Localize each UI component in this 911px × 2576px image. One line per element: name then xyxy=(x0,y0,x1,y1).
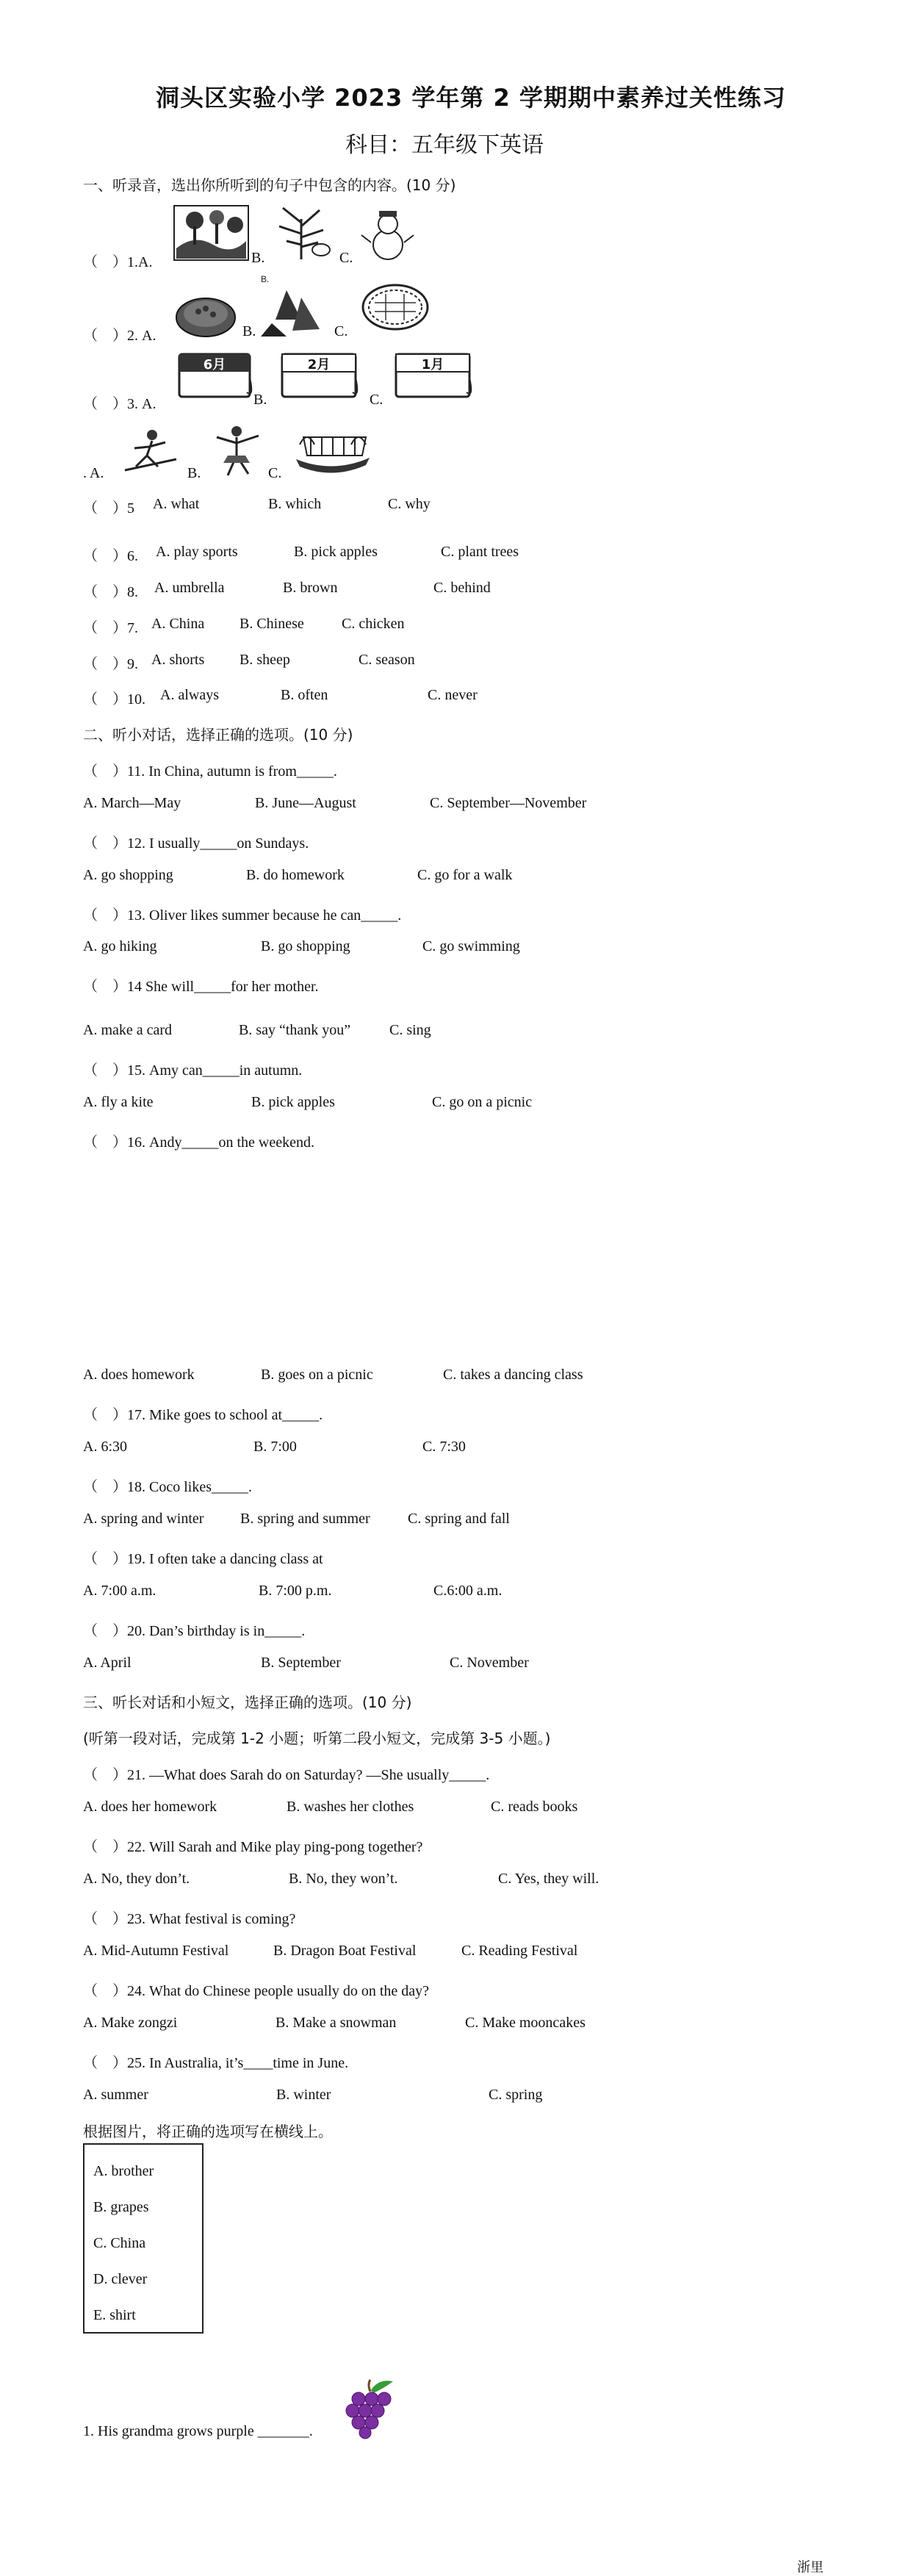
q3-b: B. xyxy=(253,392,267,408)
word-bank-item: B. grapes xyxy=(93,2199,149,2215)
svg-text:B.: B. xyxy=(261,274,270,284)
q22-c: C. Yes, they will. xyxy=(498,1871,599,1887)
q16-stem: （ ）16. Andy_____on the weekend. xyxy=(83,1134,314,1151)
q4-c: C. xyxy=(268,465,282,481)
q24-b: B. Make a snowman xyxy=(276,2015,397,2031)
item10-b: B. often xyxy=(281,687,328,703)
q3-c: C. xyxy=(370,392,384,408)
item9-a: A. shorts xyxy=(151,652,205,668)
q20-a: A. April xyxy=(83,1655,132,1671)
word-bank-item: E. shirt xyxy=(93,2307,136,2323)
item5-c: C. why xyxy=(388,496,431,512)
q17-stem: （ ）17. Mike goes to school at_____. xyxy=(83,1407,323,1423)
q16-b: B. goes on a picnic xyxy=(261,1367,373,1383)
q15-c: C. go on a picnic xyxy=(432,1094,533,1110)
item10-a: A. always xyxy=(160,687,219,703)
item7-b: B. Chinese xyxy=(240,616,304,632)
dancing-icon xyxy=(206,422,268,481)
footer-text: 浙里 xyxy=(797,2560,824,2575)
item8-number: （ ）8. xyxy=(83,584,138,600)
item7-number: （ ）7. xyxy=(83,620,138,636)
item7-c: C. chicken xyxy=(342,616,405,632)
q15-stem: （ ）15. Amy can_____in autumn. xyxy=(83,1062,303,1079)
q13-stem: （ ）13. Oliver likes summer because he can_____. xyxy=(83,907,402,924)
word-bank-item: C. China xyxy=(93,2235,146,2251)
item9-number: （ ）9. xyxy=(83,656,138,672)
q25-b: B. winter xyxy=(276,2087,331,2103)
q18-b: B. spring and summer xyxy=(240,1511,370,1527)
q12-stem: （ ）12. I usually_____on Sundays. xyxy=(83,835,309,852)
mooncake-icon xyxy=(173,288,239,339)
q12-c: C. go for a walk xyxy=(417,867,513,883)
page-title: 洞头区实验小学 2023 学年第 2 学期期中素养过关性练习 xyxy=(156,84,786,112)
section3-note: (听第一段对话，完成第 1-2 小题；听第二段小短文，完成第 3-5 小题。) xyxy=(83,1730,551,1747)
item7-a: A. China xyxy=(151,616,205,632)
q18-c: C. spring and fall xyxy=(408,1511,510,1527)
q2-c: C. xyxy=(334,323,348,339)
q22-stem: （ ）22. Will Sarah and Mike play ping-pong together? xyxy=(83,1839,423,1855)
item5-number: （ ）5 xyxy=(83,500,134,517)
zongzi-icon xyxy=(257,272,323,339)
q15-a: A. fly a kite xyxy=(83,1094,154,1110)
q23-c: C. Reading Festival xyxy=(461,1943,578,1959)
calendar-june-label: 6月 xyxy=(203,357,226,373)
q16-c: C. takes a dancing class xyxy=(443,1367,583,1383)
q21-c: C. reads books xyxy=(491,1799,578,1815)
snowman-icon xyxy=(360,209,415,261)
q23-a: A. Mid-Autumn Festival xyxy=(83,1943,229,1959)
q17-b: B. 7:00 xyxy=(253,1439,297,1455)
q20-b: B. September xyxy=(261,1655,341,1671)
calendar-january-icon xyxy=(393,348,475,401)
q1-c: C. xyxy=(339,250,353,266)
calendar-june-icon xyxy=(176,348,256,401)
q18-stem: （ ）18. Coco likes_____. xyxy=(83,1479,252,1495)
q13-a: A. go hiking xyxy=(83,938,157,954)
q14-c: C. sing xyxy=(389,1022,431,1038)
word-bank-item: D. clever xyxy=(93,2271,148,2287)
autumn-scene-icon xyxy=(173,204,250,262)
q25-stem: （ ）25. In Australia, it’s____time in June. xyxy=(83,2055,349,2071)
item6-c: C. plant trees xyxy=(441,544,519,560)
q20-c: C. November xyxy=(450,1655,529,1671)
q12-b: B. do homework xyxy=(246,867,345,883)
item9-b: B. sheep xyxy=(240,652,290,668)
section2-title: 二、听小对话，选择正确的选项。(10 分) xyxy=(83,726,353,744)
q24-c: C. Make mooncakes xyxy=(465,2015,586,2031)
q13-c: C. go swimming xyxy=(422,938,520,954)
q17-c: C. 7:30 xyxy=(422,1439,466,1455)
skiing-icon xyxy=(121,426,180,478)
q1-b: B. xyxy=(251,250,265,266)
q14-stem: （ ）14 She will_____for her mother. xyxy=(83,979,319,995)
q12-a: A. go shopping xyxy=(83,867,173,883)
fill-q1-stem: 1. His grandma grows purple _______. xyxy=(83,2423,313,2439)
q19-a: A. 7:00 a.m. xyxy=(83,1583,156,1599)
section3-title: 三、听长对话和小短文，选择正确的选项。(10 分) xyxy=(83,1694,412,1711)
word-bank-item: A. brother xyxy=(93,2163,154,2179)
item10-number: （ ）10. xyxy=(83,691,145,708)
item6-number: （ ）6. xyxy=(83,548,138,564)
q13-b: B. go shopping xyxy=(261,938,350,954)
q14-a: A. make a card xyxy=(83,1022,173,1038)
item9-c: C. season xyxy=(359,652,415,668)
section4-instruction: 根据图片，将正确的选项写在横线上。 xyxy=(83,2123,333,2140)
word-bank-box xyxy=(83,2143,204,2334)
item8-a: A. umbrella xyxy=(154,580,225,596)
calendar-february-icon xyxy=(279,348,361,401)
calendar-february-label: 2月 xyxy=(307,357,331,373)
q19-stem: （ ）19. I often take a dancing class at xyxy=(83,1551,323,1567)
q21-b: B. washes her clothes xyxy=(287,1799,414,1815)
page-subject: 科目：五年级下英语 xyxy=(345,132,544,158)
q1-number: （ ）1.A. xyxy=(83,254,153,270)
q25-c: C. spring xyxy=(489,2087,543,2103)
q19-c: C.6:00 a.m. xyxy=(433,1583,503,1599)
item8-c: C. behind xyxy=(433,580,491,596)
q16-a: A. does homework xyxy=(83,1367,195,1383)
boat-race-icon xyxy=(292,422,373,478)
q2-b: B. xyxy=(242,323,256,339)
item8-b: B. brown xyxy=(283,580,338,596)
item5-a: A. what xyxy=(153,496,200,512)
q22-a: A. No, they don’t. xyxy=(83,1871,190,1887)
q11-stem: （ ）11. In China, autumn is from_____. xyxy=(83,763,337,780)
q22-b: B. No, they won’t. xyxy=(289,1871,398,1887)
q25-a: A. summer xyxy=(83,2087,148,2103)
q21-stem: （ ）21. —What does Sarah do on Saturday? —She usually_____. xyxy=(83,1767,490,1783)
q20-stem: （ ）20. Dan’s birthday is in_____. xyxy=(83,1623,306,1639)
q21-a: A. does her homework xyxy=(83,1799,217,1815)
q24-a: A. Make zongzi xyxy=(83,2015,178,2031)
item6-a: A. play sports xyxy=(156,544,238,560)
q14-b: B. say “thank you” xyxy=(239,1022,351,1038)
q2-number: （ ）2. A. xyxy=(83,328,156,344)
q3-number: （ ）3. A. xyxy=(83,396,156,412)
q15-b: B. pick apples xyxy=(251,1094,335,1110)
q18-a: A. spring and winter xyxy=(83,1511,204,1527)
item6-b: B. pick apples xyxy=(294,544,378,560)
section1-title: 一、听录音，选出你所听到的句子中包含的内容。(10 分) xyxy=(83,176,456,194)
calendar-january-label: 1月 xyxy=(421,357,444,373)
grapes-icon xyxy=(338,2377,400,2439)
q17-a: A. 6:30 xyxy=(83,1439,127,1455)
q23-b: B. Dragon Boat Festival xyxy=(273,1943,417,1959)
plant-tree-icon xyxy=(268,204,334,262)
q19-b: B. 7:00 p.m. xyxy=(259,1583,332,1599)
q11-a: A. March—May xyxy=(83,795,181,811)
q23-stem: （ ）23. What festival is coming? xyxy=(83,1911,296,1927)
q11-c: C. September—November xyxy=(430,795,587,811)
q11-b: B. June—August xyxy=(255,795,356,811)
pizza-icon xyxy=(360,281,430,332)
q24-stem: （ ）24. What do Chinese people usually do on the day? xyxy=(83,1983,430,1999)
item5-b: B. which xyxy=(268,496,322,512)
item10-c: C. never xyxy=(428,687,478,703)
q4-number: . A. xyxy=(83,465,104,481)
q4-b: B. xyxy=(187,465,201,481)
